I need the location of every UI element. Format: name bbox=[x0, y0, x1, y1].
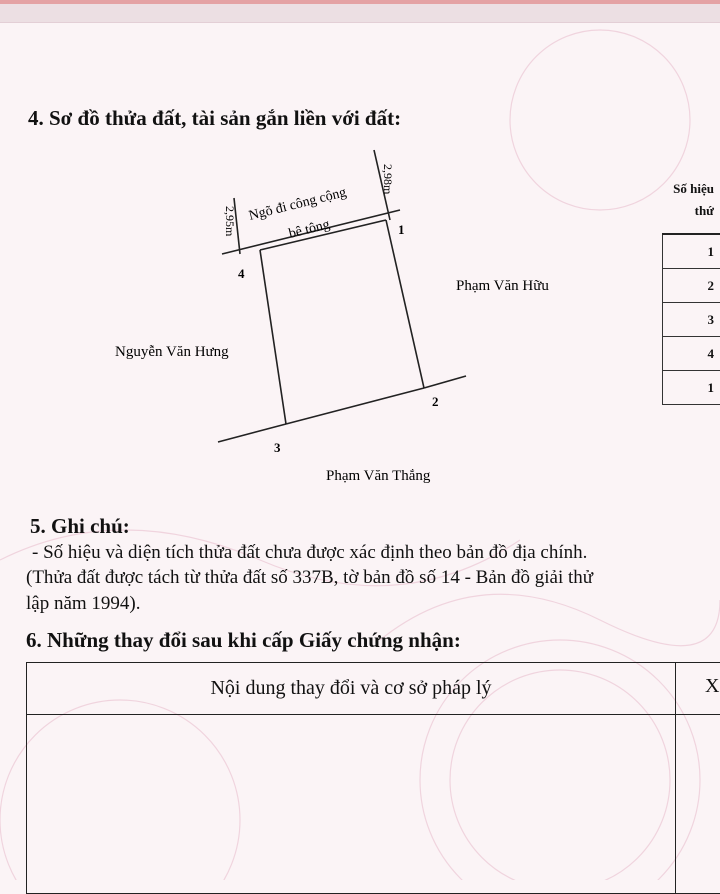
neighbor-south: Phạm Văn Thắng bbox=[326, 468, 431, 484]
boundary-extension-se bbox=[424, 376, 466, 388]
parcel-edge-3-4 bbox=[260, 250, 286, 424]
note-line-1: - Số hiệu và diện tích thửa đất chưa được xác định theo bản đồ địa chính. bbox=[32, 542, 587, 564]
changes-table-header-x: X bbox=[705, 675, 719, 698]
changes-table bbox=[26, 662, 720, 894]
top-edge bbox=[0, 0, 720, 23]
note-line-2: (Thửa đất được tách từ thửa đất số 337B, tờ bản đồ số 14 - Bản đồ giải thử bbox=[26, 567, 593, 589]
parcel-edge-1-2 bbox=[386, 220, 424, 388]
point-table-row: 3 bbox=[663, 303, 720, 337]
table-divider bbox=[27, 714, 720, 715]
changes-table-header-content: Nội dung thay đổi và cơ sở pháp lý bbox=[27, 677, 675, 700]
table-column-divider bbox=[675, 663, 676, 893]
road-label-2: bê tông bbox=[287, 217, 331, 242]
section-6-title: 6. Những thay đổi sau khi cấp Giấy chứng nhận: bbox=[26, 628, 461, 653]
note-line-3: lập năm 1994). bbox=[26, 593, 141, 615]
neighbor-west: Nguyễn Văn Hưng bbox=[115, 344, 229, 360]
point-2-label: 2 bbox=[432, 394, 439, 409]
point-1-label: 1 bbox=[398, 222, 405, 237]
section-5-title: 5. Ghi chú: bbox=[30, 514, 130, 539]
point-number-table bbox=[662, 178, 720, 405]
parcel-edge-2-3 bbox=[286, 388, 424, 424]
point-table-row: 2 bbox=[663, 269, 720, 303]
dimension-right: 2,98m bbox=[381, 164, 395, 195]
point-table-row: 4 bbox=[663, 337, 720, 371]
road-label-1: Ngõ đi công cộng bbox=[247, 185, 348, 224]
point-table-header: Số hiệu thứ bbox=[663, 178, 720, 234]
land-parcel-diagram bbox=[0, 140, 660, 500]
dimension-left: 2,95m bbox=[223, 206, 237, 237]
neighbor-east: Phạm Văn Hữu bbox=[456, 278, 549, 294]
point-table-row: 1 bbox=[663, 234, 720, 269]
point-3-label: 3 bbox=[274, 440, 281, 455]
section-4-title: 4. Sơ đồ thửa đất, tài sản gắn liền với đất: bbox=[28, 106, 401, 131]
point-4-label: 4 bbox=[238, 266, 245, 281]
point-table-row: 1 bbox=[663, 371, 720, 405]
